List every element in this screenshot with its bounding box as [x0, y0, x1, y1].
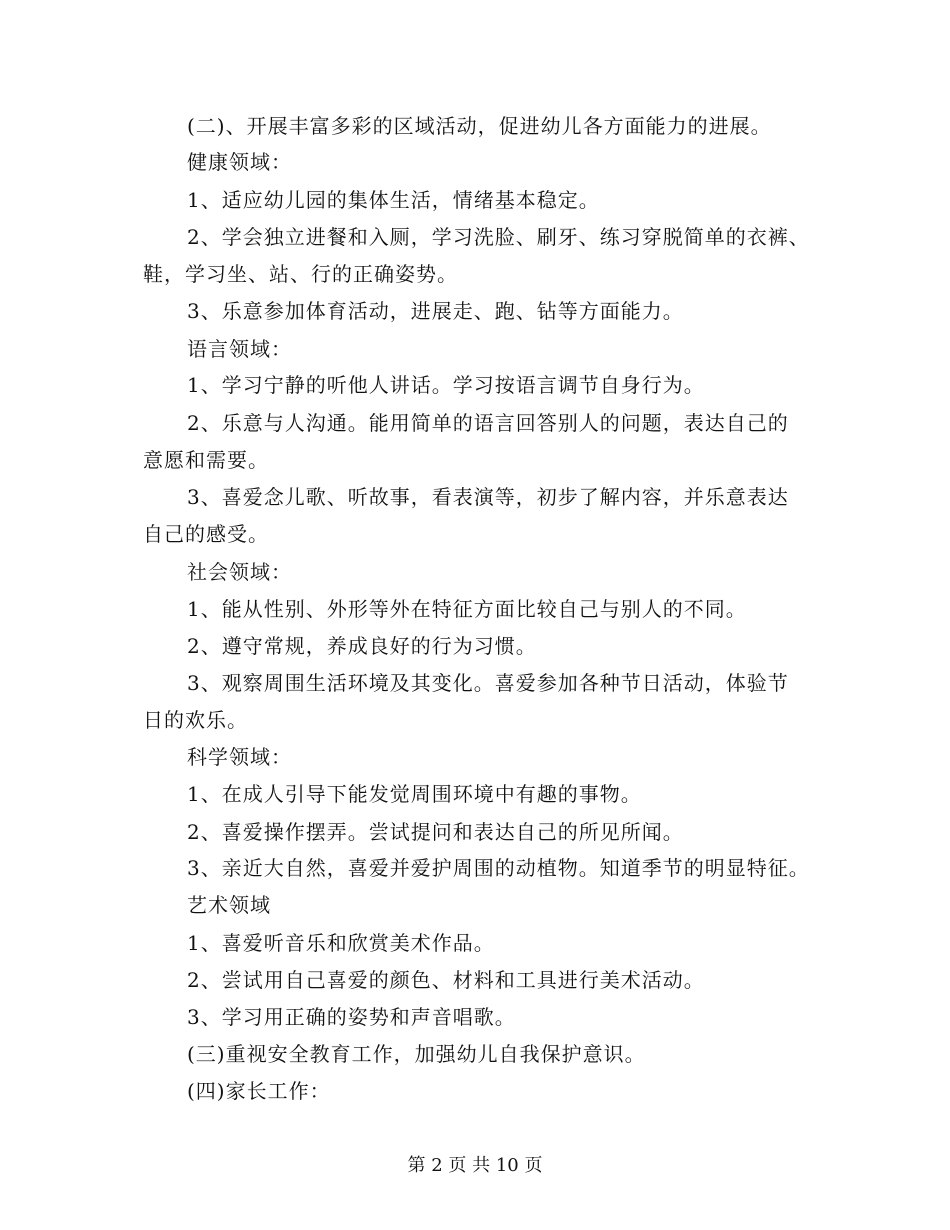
text-line: 3、喜爱念儿歌、听故事，看表演等，初步了解内容，并乐意表达 [187, 485, 789, 509]
text-line: 科学领域： [187, 745, 292, 769]
text-line: 自己的感受。 [143, 522, 269, 546]
text-line: 2、尝试用自己喜爱的颜色、材料和工具进行美术活动。 [187, 968, 705, 992]
text-line: 3、学习用正确的姿势和声音唱歌。 [187, 1005, 516, 1029]
text-line: (三)重视安全教育工作，加强幼儿自我保护意识。 [187, 1042, 646, 1066]
text-line: 1、学习宁静的听他人讲话。学习按语言调节自身行为。 [187, 373, 705, 397]
text-line: (四)家长工作： [187, 1079, 331, 1103]
text-line: 1、在成人引导下能发觉周围环境中有趣的事物。 [187, 782, 642, 806]
text-line: 1、喜爱听音乐和欣赏美术作品。 [187, 931, 495, 955]
text-line: 鞋，学习坐、站、行的正确姿势。 [143, 262, 458, 286]
text-line: 1、能从性别、外形等外在特征方面比较自己与别人的不同。 [187, 597, 747, 621]
text-line: 艺术领域 [187, 893, 271, 917]
text-line: 语言领域： [187, 337, 292, 361]
text-line: 社会领域： [187, 560, 292, 584]
text-line: 2、遵守常规，养成良好的行为习惯。 [187, 634, 537, 658]
text-line: 2、喜爱操作摆弄。尝试提问和表达自己的所见所闻。 [187, 820, 684, 844]
text-line: 健康领域： [187, 150, 292, 174]
text-line: 3、乐意参加体育活动，进展走、跑、钻等方面能力。 [187, 299, 684, 323]
text-line: 2、乐意与人沟通。能用简单的语言回答别人的问题，表达自己的 [187, 411, 789, 435]
text-line: 意愿和需要。 [143, 448, 269, 472]
text-line: 日的欢乐。 [143, 708, 248, 732]
text-line: 3、观察周围生活环境及其变化。喜爱参加各种节日活动，体验节 [187, 671, 789, 695]
text-line: 2、学会独立进餐和入厕，学习洗脸、刷牙、练习穿脱简单的衣裤、 [187, 225, 810, 249]
text-line: 3、亲近大自然，喜爱并爱护周围的动植物。知道季节的明显特征。 [187, 856, 810, 880]
page-number-footer: 第 2 页 共 10 页 [407, 1155, 543, 1176]
text-line: (二)、开展丰富多彩的区域活动，促进幼儿各方面能力的进展。 [187, 114, 772, 138]
text-line: 1、适应幼儿园的集体生活，情绪基本稳定。 [187, 188, 600, 212]
